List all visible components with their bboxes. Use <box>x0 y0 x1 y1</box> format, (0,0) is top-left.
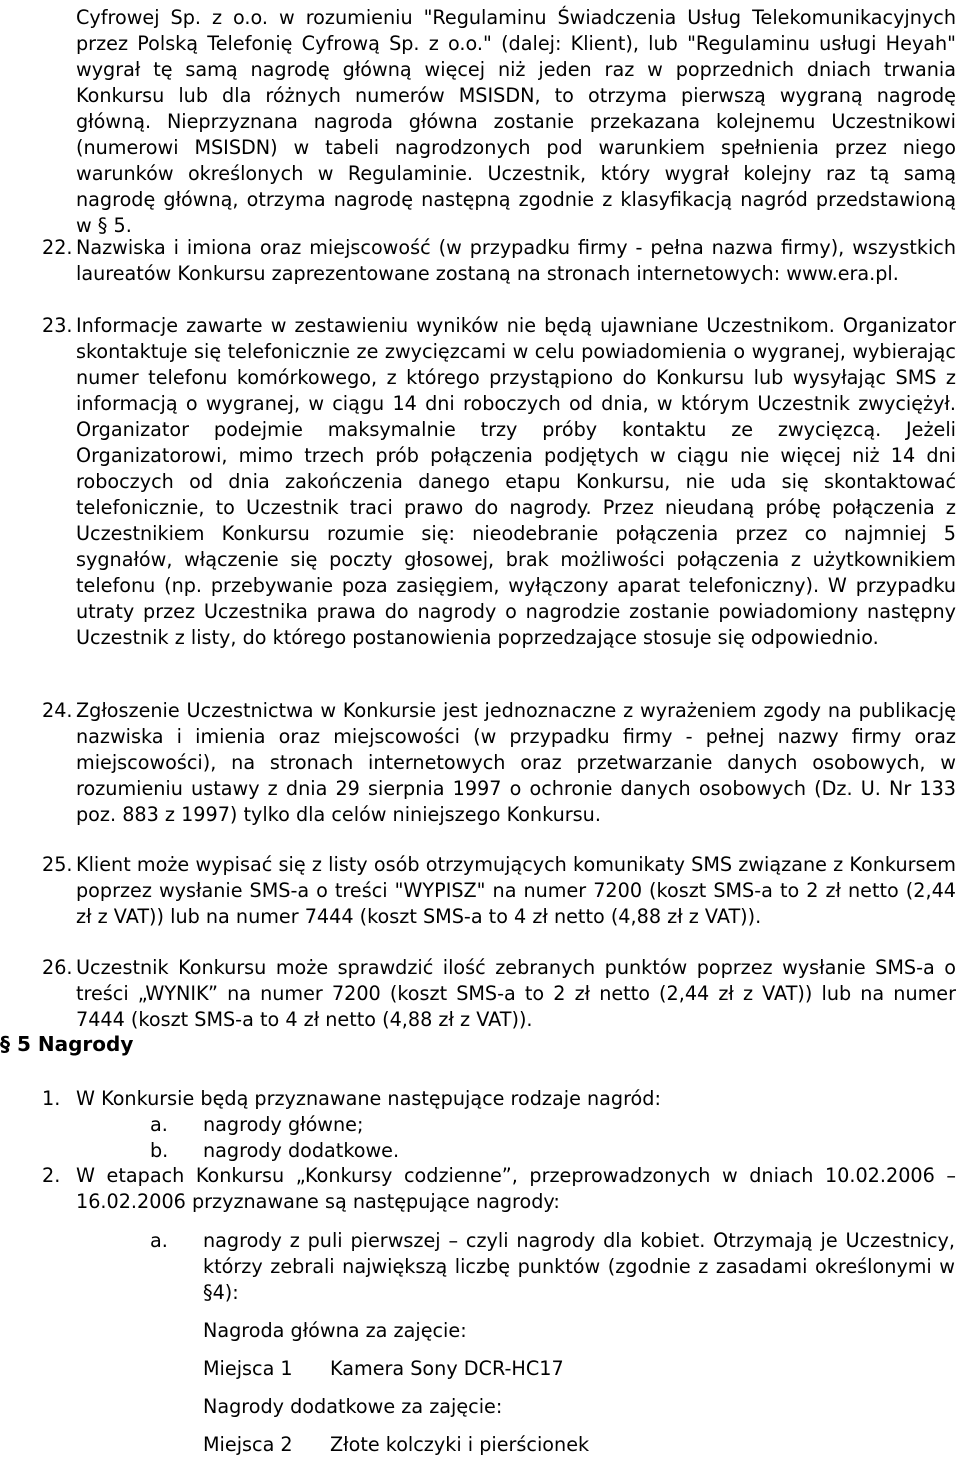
intro-paragraph: Cyfrowej Sp. z o.o. w rozumieniu "Regulaminu Świadczenia Usług Telekomunikacyjnych przez Polską Telefonię Cyfrową Sp. z o.o." (dalej: Klient), lub "Regulaminu usługi Heyah" wygrał tę samą nagrodę główną więcej niż jeden raz w poprzednich dniach trwania Konkursu lub dla różnych numerów MSISDN, to otrzyma pierwszą wygraną nagrodę główną. Nieprzyznana nagroda główna zostanie przekazana kolejnemu Uczestnikowi (numerowi MSISDN) w tabeli nagrodzonych pod warunkiem spełnienia przez niego warunków określonych w Regulaminie. Uczestnik, który wygrał kolejny raz tą samą nagrodę główną, otrzyma nagrodę następną zgodnie z klasyfikacją nagród przedstawioną w § 5. <box>76 6 956 237</box>
prize-item-text-2: W etapach Konkursu „Konkursy codzienne”, przeprowadzonych w dniach 10.02.2006 – 16.02.2006 przyznawane są następujące nagrody: <box>76 1164 956 1213</box>
prize-2-sub-letter-a: a. <box>150 1229 168 1252</box>
prize-item-number-2: 2. <box>42 1164 61 1187</box>
main-prize-place: Miejsca 1 <box>203 1357 293 1380</box>
item-text-24: Zgłoszenie Uczestnictwa w Konkursie jest jednoznaczne z wyrażeniem zgody na publikację nazwiska i imienia oraz miejscowości (w przypadku firmy - pełnej nazwy firmy oraz miejscowości), na stronach internetowych oraz przetwarzanie danych osobowych, w rozumieniu ustawy z dnia 29 sierpnia 1997 o ochronie danych osobowych (Dz. U. Nr 133 poz. 883 z 1997) tylko dla celów niniejszego Konkursu. <box>76 699 956 826</box>
main-prize-item: Kamera Sony DCR-HC17 <box>330 1357 564 1380</box>
item-text-25: Klient może wypisać się z listy osób otrzymujących komunikaty SMS związane z Konkursem poprzez wysłanie SMS-a o treści "WYPISZ" na numer 7200 (koszt SMS-a to 2 zł netto (2,44 zł z VAT)) lub na numer 7444 (koszt SMS-a to 4 zł netto (4,88 zł z VAT)). <box>76 853 956 928</box>
prize-sub-text-b: nagrody dodatkowe. <box>203 1139 400 1162</box>
item-text-26: Uczestnik Konkursu może sprawdzić ilość zebranych punktów poprzez wysłanie SMS-a o treści „WYNIK” na numer 7200 (koszt SMS-a to 2 zł netto (2,44 zł z VAT)) lub na numer 7444 (koszt SMS-a to 4 zł netto (4,88 zł z VAT)). <box>76 956 956 1031</box>
prize-item-number-1: 1. <box>42 1087 61 1110</box>
prize-item-text-1: W Konkursie będą przyznawane następujące rodzaje nagród: <box>76 1087 661 1110</box>
item-text-22: Nazwiska i imiona oraz miejscowość (w przypadku firmy - pełna nazwa firmy), wszystkich laureatów Konkursu zaprezentowane zostaną na stronach internetowych: www.era.pl. <box>76 236 956 285</box>
extra-prize-place: Miejsca 2 <box>203 1433 293 1456</box>
item-number-24: 24. <box>42 699 73 722</box>
prize-sub-letter-b: b. <box>150 1139 169 1162</box>
extra-prize-item: Złote kolczyki i pierścionek <box>330 1433 590 1456</box>
extra-prize-label: Nagrody dodatkowe za zajęcie: <box>203 1395 503 1418</box>
item-number-25: 25. <box>42 853 73 876</box>
prize-sub-text-a: nagrody główne; <box>203 1113 364 1136</box>
item-text-23: Informacje zawarte w zestawieniu wyników nie będą ujawniane Uczestnikom. Organizator skontaktuje się telefonicznie ze zwycięzcami w celu powiadomienia o wygranej, wybierając numer telefonu komórkowego, z którego przystąpiono do Konkursu lub wysyłając SMS z informacją o wygranej, w ciągu 14 dni roboczych od dnia, w którym Uczestnik zwyciężył. Organizator podejmie maksymalnie trzy próby kontaktu ze zwycięzcą. Jeżeli Organizatorowi, mimo trzech prób połączenia podjętych w ciągu nie więcej niż 14 dni roboczych od dnia zakończenia danego etapu Konkursu, nie uda się skontaktować telefonicznie, to Uczestnik traci prawo do nagrody. Przez nieudaną próbę połączenia z Uczestnikiem Konkursu rozumie się: nieodebranie połączenia przez co najmniej 5 sygnałów, włączenie się poczty głosowej, brak możliwości połączenia z użytkownikiem telefonu (np. przebywanie poza zasięgiem, wyłączony aparat telefoniczny). W przypadku utraty przez Uczestnika prawa do nagrody o nagrodzie zostanie powiadomiony następny Uczestnik z listy, do którego postanowienia poprzedzające stosuje się odpowiednio. <box>76 314 956 649</box>
item-number-23: 23. <box>42 314 73 337</box>
prize-2-sub-text-a: nagrody z puli pierwszej – czyli nagrody dla kobiet. Otrzymają je Uczestnicy, którzy zebrali największą liczbę punktów (zgodnie z zasadami określonymi w §4): <box>203 1229 955 1304</box>
item-number-22: 22. <box>42 236 73 259</box>
prize-sub-letter-a: a. <box>150 1113 168 1136</box>
item-number-26: 26. <box>42 956 73 979</box>
main-prize-label: Nagroda główna za zajęcie: <box>203 1319 467 1342</box>
section-heading: § 5 Nagrody <box>0 1032 134 1056</box>
